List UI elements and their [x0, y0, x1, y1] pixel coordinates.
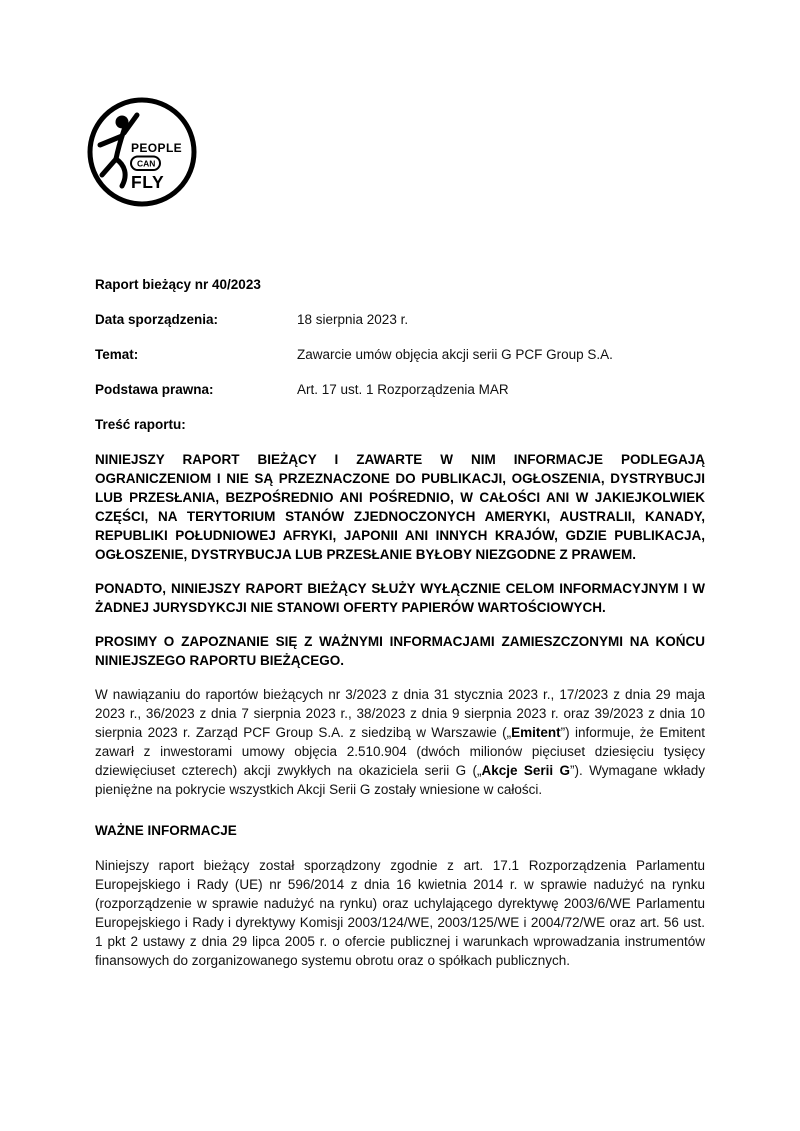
logo-word-can: CAN: [137, 158, 156, 169]
report-title: Raport bieżący nr 40/2023: [95, 277, 261, 292]
report-content-label: Treść raportu:: [95, 417, 186, 432]
meta-value-date: 18 sierpnia 2023 r.: [297, 312, 409, 327]
important-information-heading: WAŻNE INFORMACJE: [95, 823, 237, 838]
meta-row-date: [95, 310, 705, 329]
meta-label-subject: Temat:: [95, 347, 139, 362]
meta-row-subject: [95, 345, 705, 364]
people-can-fly-logo: [85, 95, 199, 209]
main-paragraph-seg3: ”) informuje, że Emitent zawarł z inwestorami umowy objęcia 2.510.904 (dwóch milionów pięciuset dziesięciu tysięcy dziewięciuset czterech) akcji zwykłych na okaziciela serii G („: [95, 725, 705, 778]
main-paragraph-akcje-serii-g: Akcje Serii G: [481, 763, 571, 778]
main-paragraph-seg1: W nawiązaniu do raportów bieżących nr 3/2023 z dnia 31 stycznia 2023 r., 17/2023 z dnia 29 maja 2023 r., 36/2023 z dnia 7 sierpnia 2023 r., 38/2023 z dnia 9 sierpnia 2023 r. oraz 39/2023 z dnia 10 sierpnia 2023 r. Zarząd PCF Group S.A. z siedzibą w Warszawie („: [95, 687, 705, 740]
main-paragraph-seg5: ”). Wymagane wkłady pieniężne na pokrycie wszystkich Akcji Serii G zostały wniesione w całości.: [95, 763, 705, 797]
logo-word-people: PEOPLE: [131, 141, 183, 155]
disclaimer-paragraph-1: NINIEJSZY RAPORT BIEŻĄCY I ZAWARTE W NIM INFORMACJE PODLEGAJĄ OGRANICZENIOM I NIE SĄ PRZEZNACZONE DO PUBLIKACJI, OGŁOSZENIA, DYSTRYBUCJI LUB PRZESŁANIA, BEZPOŚREDNIO ANI POŚREDNIO, W CAŁOŚCI ANI W JAKIEJKOLWIEK CZĘŚCI, NA TERYTORIUM STANÓW ZJEDNOCZONYCH AMERYKI, AUSTRALII, KANADY, REPUBLIKI POŁUDNIOWEJ AFRYKI, JAPONII ANI INNYCH KRAJÓW, GDZIE PUBLIKACJA, OGŁOSZENIE, DYSTRYBUCJA LUB PRZESŁANIE BYŁOBY NIEZGODNE Z PRAWEM.: [95, 452, 705, 562]
legal-paragraph: Niniejszy raport bieżący został sporządzony zgodnie z art. 17.1 Rozporządzenia Parlamentu Europejskiego i Rady (UE) nr 596/2014 z dnia 16 kwietnia 2014 r. w sprawie nadużyć na rynku (rozporządzenie w sprawie nadużyć na rynku) oraz uchylającego dyrektywę 2003/6/WE Parlamentu Europejskiego i Rady i dyrektywy Komisji 2003/124/WE, 2003/125/WE i 2004/72/WE oraz art. 56 ust. 1 pkt 2 ustawy z dnia 29 lipca 2005 r. o ofercie publicznej i warunkach wprowadzania instrumentów finansowych do zorganizowanego systemu obrotu oraz o spółkach publicznych.: [95, 858, 705, 968]
main-paragraph-emitent: Emitent: [511, 725, 561, 740]
main-paragraph: [95, 685, 705, 799]
meta-value-subject: Zawarcie umów objęcia akcji serii G PCF Group S.A.: [297, 347, 613, 362]
logo-word-fly: FLY: [131, 172, 165, 192]
disclaimer-paragraph-3: PROSIMY O ZAPOZNANIE SIĘ Z WAŻNYMI INFORMACJAMI ZAMIESZCZONYMI NA KOŃCU NINIEJSZEGO RAPORTU BIEŻĄCEGO.: [95, 634, 705, 668]
meta-label-legal-basis: Podstawa prawna:: [95, 382, 214, 397]
meta-label-date: Data sporządzenia:: [95, 312, 219, 327]
meta-value-legal-basis: Art. 17 ust. 1 Rozporządzenia MAR: [297, 382, 509, 397]
people-can-fly-logo-svg: [85, 95, 199, 209]
disclaimer-paragraph-2: PONADTO, NINIEJSZY RAPORT BIEŻĄCY SŁUŻY WYŁĄCZNIE CELOM INFORMACYJNYM I W ŻADNEJ JURYSDYKCJI NIE STANOWI OFERTY PAPIERÓW WARTOŚCIOWYCH.: [95, 581, 705, 615]
meta-row-legal-basis: [95, 380, 705, 399]
